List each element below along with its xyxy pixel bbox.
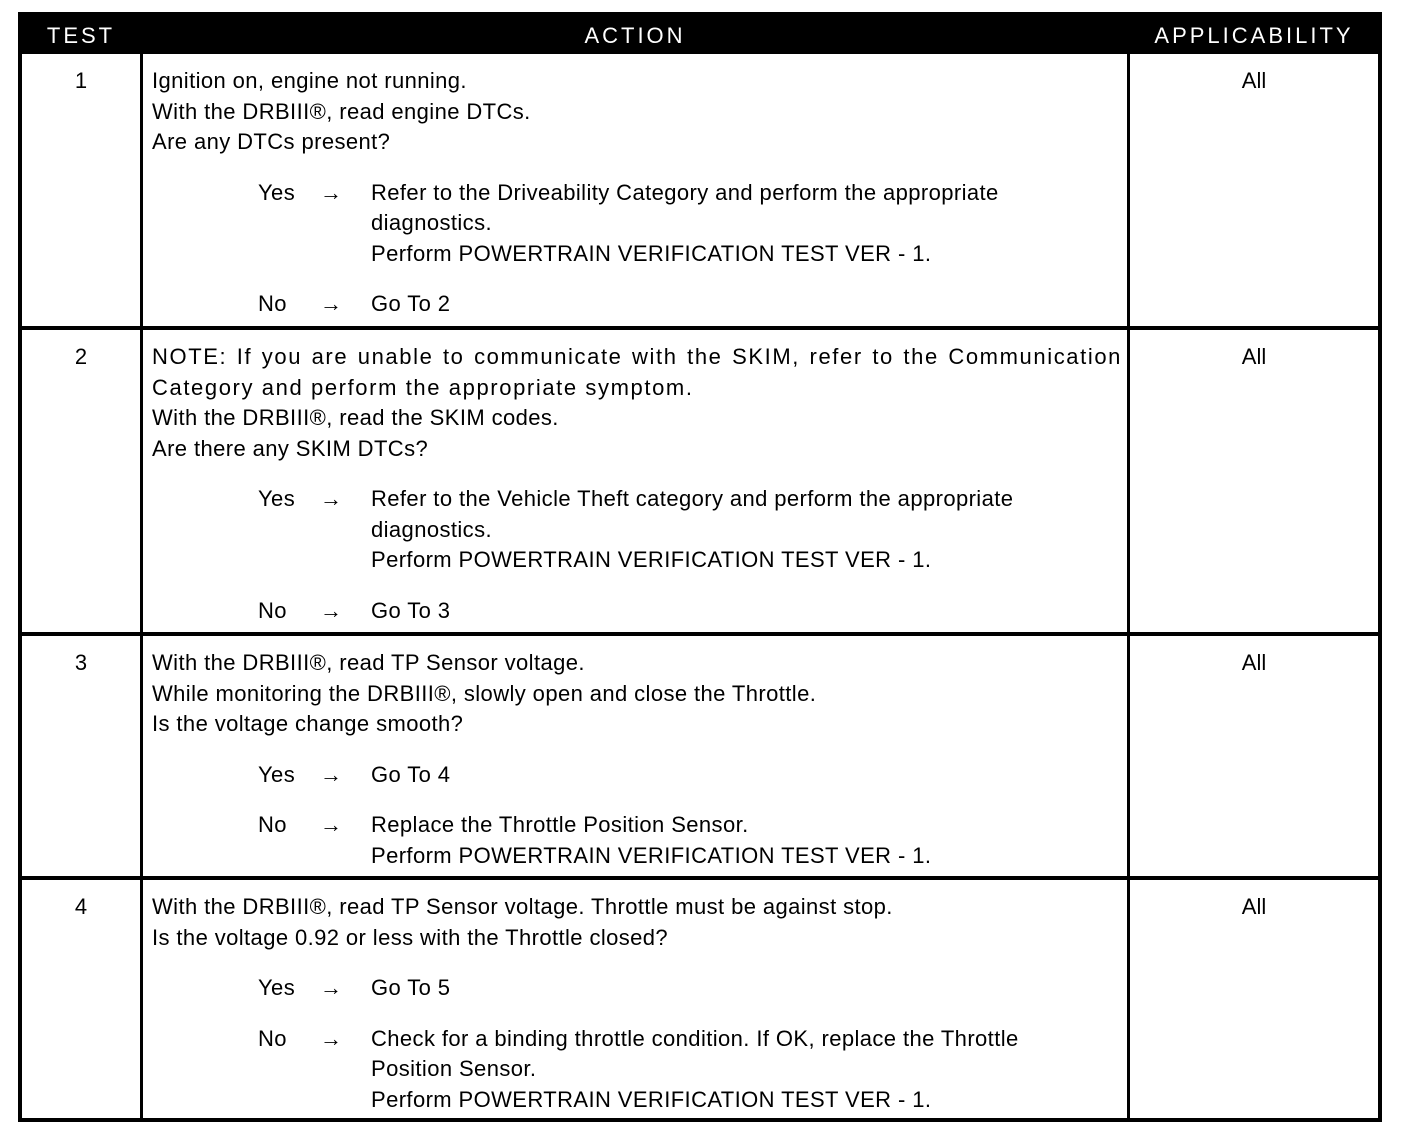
- action-cell: [152, 66, 1122, 320]
- yes-label: Yes: [258, 486, 296, 511]
- no-option: [152, 810, 1122, 871]
- yes-result: Go To 4: [371, 761, 451, 787]
- diagnostic-test-table: [18, 12, 1382, 1122]
- no-option: [152, 289, 1122, 320]
- applicability-value: All: [1241, 650, 1267, 675]
- test-number: 2: [74, 344, 88, 369]
- no-option: [152, 1024, 1122, 1116]
- arrow-icon: →: [320, 486, 343, 511]
- test-question: With the DRBIII®, read TP Sensor voltage. Throttle must be against stop. Is the voltage 0.92 or less with the Throttle closed?: [152, 894, 893, 950]
- arrow-icon: →: [320, 975, 343, 1000]
- arrow-icon: →: [320, 291, 343, 316]
- test-question: With the DRBIII®, read TP Sensor voltage. While monitoring the DRBIII®, slowly open and close the Throttle. Is the voltage change smooth?: [152, 650, 817, 736]
- action-cell: [152, 342, 1122, 626]
- yes-label: Yes: [258, 761, 296, 787]
- no-result: Check for a binding throttle condition. If OK, replace the Throttle Position Sensor. Perform POWERTRAIN VERIFICATION TEST VER - 1.: [371, 1025, 1019, 1112]
- action-cell: [152, 892, 1122, 1115]
- test-row-1: [22, 54, 1378, 328]
- test-number: 4: [74, 894, 88, 919]
- no-result: Replace the Throttle Position Sensor. Perform POWERTRAIN VERIFICATION TEST VER - 1.: [371, 812, 932, 868]
- test-number: 3: [74, 650, 88, 675]
- applicability-value: All: [1241, 344, 1267, 369]
- test-note: NOTE: If you are unable to communicate with the SKIM, refer to the Communication Category and perform the appropriate symptom.: [152, 344, 1122, 400]
- yes-option: [152, 178, 1122, 270]
- yes-label: Yes: [258, 975, 296, 1000]
- arrow-icon: →: [320, 812, 343, 837]
- arrow-icon: →: [320, 179, 343, 205]
- yes-label: Yes: [258, 179, 296, 205]
- arrow-icon: →: [320, 1025, 343, 1051]
- test-row-3: [22, 636, 1378, 876]
- no-label: No: [258, 291, 287, 316]
- test-question: With the DRBIII®, read the SKIM codes. Are there any SKIM DTCs?: [152, 405, 559, 461]
- test-row-2: [22, 330, 1378, 632]
- test-row-4: [22, 880, 1378, 1118]
- no-label: No: [258, 597, 287, 623]
- no-result: Go To 2: [371, 291, 451, 316]
- no-label: No: [258, 1025, 287, 1051]
- yes-result: Go To 5: [371, 975, 451, 1000]
- applicability-value: All: [1241, 894, 1267, 919]
- header-action: ACTION: [584, 23, 686, 48]
- yes-option: [152, 484, 1122, 576]
- header-applicability: APPLICABILITY: [1154, 23, 1354, 48]
- action-cell: [152, 648, 1122, 871]
- no-result: Go To 3: [371, 597, 451, 623]
- table-header: [22, 16, 1378, 54]
- test-question: Ignition on, engine not running. With the DRBIII®, read engine DTCs. Are any DTCs present?: [152, 68, 531, 154]
- test-number: 1: [74, 68, 88, 93]
- no-label: No: [258, 812, 287, 837]
- yes-result: Refer to the Vehicle Theft category and perform the appropriate diagnostics. Perform POWERTRAIN VERIFICATION TEST VER - 1.: [371, 486, 1014, 572]
- yes-result: Refer to the Driveability Category and perform the appropriate diagnostics. Perform POWERTRAIN VERIFICATION TEST VER - 1.: [371, 179, 999, 266]
- yes-option: [152, 973, 1122, 1004]
- no-option: [152, 596, 1122, 627]
- arrow-icon: →: [320, 597, 343, 623]
- applicability-value: All: [1241, 68, 1267, 93]
- arrow-icon: →: [320, 761, 343, 787]
- yes-option: [152, 760, 1122, 791]
- header-test: TEST: [46, 23, 116, 48]
